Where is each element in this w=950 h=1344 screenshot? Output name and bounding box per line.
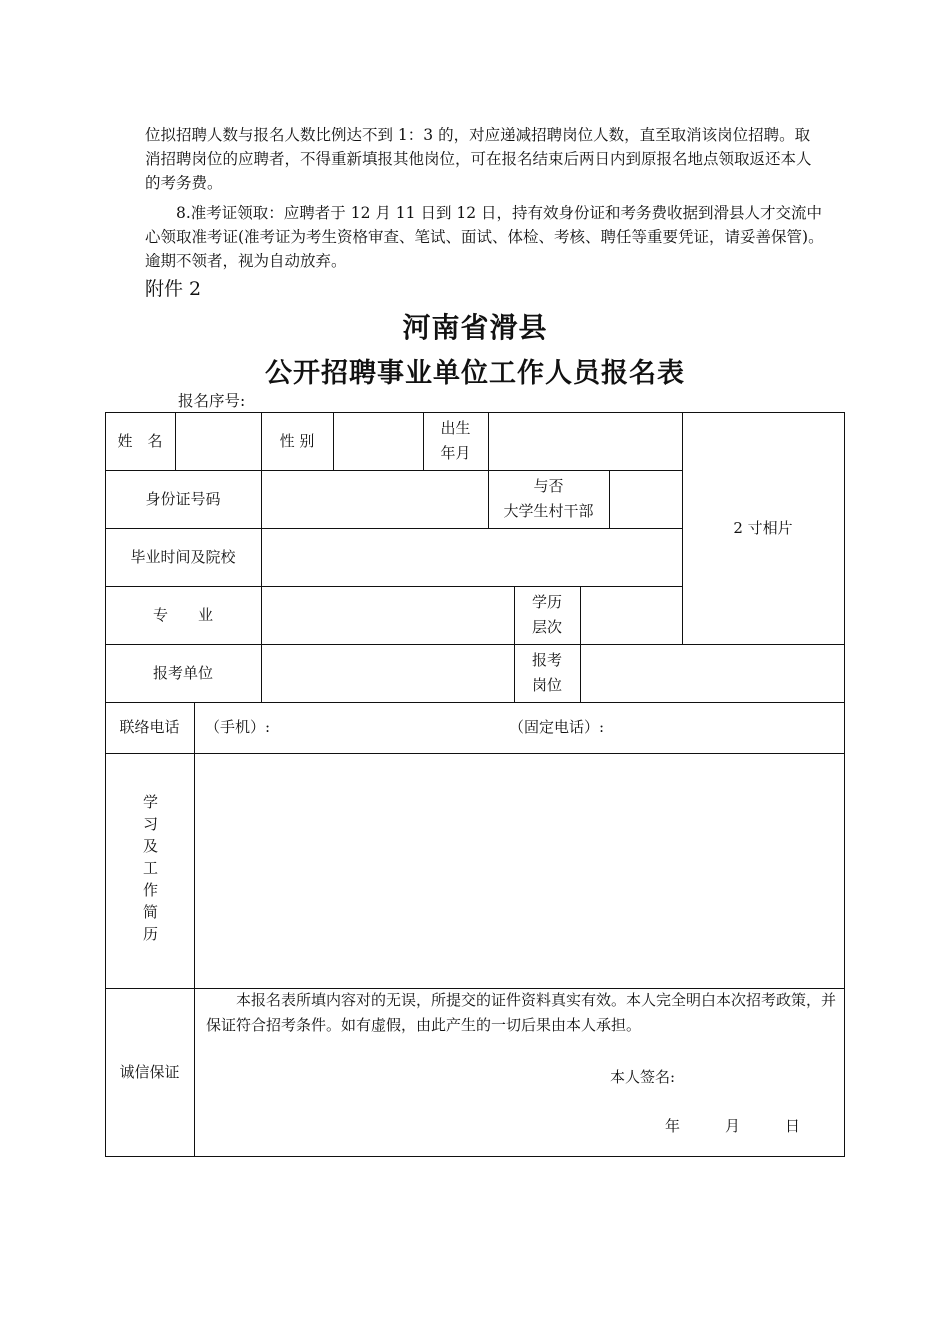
gender-field[interactable] xyxy=(333,412,423,470)
grid-line xyxy=(105,1156,845,1157)
unit-field[interactable] xyxy=(261,644,514,702)
education-label-line-1: 学历 xyxy=(531,593,562,611)
registration-form xyxy=(105,412,845,1157)
serial-number-label: 报名序号: xyxy=(178,392,246,410)
birth-label xyxy=(423,412,488,470)
major-label: 专 业 xyxy=(152,605,213,624)
post-label xyxy=(514,644,580,702)
village-cadre-label-line-2: 大学生村干部 xyxy=(503,502,594,520)
id-number-label: 身份证号码 xyxy=(145,489,221,508)
mobile-field[interactable]: （手机）: xyxy=(205,718,271,736)
name-label: 姓 名 xyxy=(117,431,163,450)
village-cadre-label xyxy=(488,470,609,528)
integrity-pledge-text: 本报名表所填内容对的无误，所提交的证件资料真实有效。本人完全明白本次招考政策，并保证符合招考条件。如有虚假，由此产生的一切后果由本人承担。 xyxy=(206,991,837,1034)
integrity-label: 诚信保证 xyxy=(119,1062,180,1081)
form-title-line-2: 公开招聘事业单位工作人员报名表 xyxy=(265,358,685,389)
signature-label[interactable]: 本人签名: xyxy=(610,1068,676,1086)
post-label-line-2: 岗位 xyxy=(531,676,562,694)
intro-paragraph-2: 8.准考证领取：应聘者于 12 月 11 日到 12 日，持有效身份证和考务费收据到滑县人才交流中心领取准考证(准考证为考生资格审查、笔试、面试、体检、考核、聘任等重要凭证，请妥善保管)。逾期不领者，视为自动放弃。 xyxy=(145,204,824,270)
intro-paragraph-1: 位拟招聘人数与报名人数比例达不到 1：3 的，对应递减招聘岗位人数，直至取消该岗位招聘。取消招聘岗位的应聘者，不得重新填报其他岗位，可在报名结束后两日内到原报名地点领取返还本人的考务费。 xyxy=(145,126,812,192)
resume-label: 学习及工作简历 xyxy=(141,793,159,948)
date-label[interactable]: 年 月 日 xyxy=(665,1117,801,1135)
graduation-label: 毕业时间及院校 xyxy=(130,547,236,566)
annex-label: 附件 2 xyxy=(145,278,202,300)
id-number-field[interactable] xyxy=(261,470,488,528)
phone-label: 联络电话 xyxy=(119,718,180,736)
photo-label: 2 寸相片 xyxy=(733,518,793,537)
education-field[interactable] xyxy=(580,586,682,644)
post-label-line-1: 报考 xyxy=(531,651,562,669)
birth-label-line-2: 年月 xyxy=(440,444,471,462)
grid-line xyxy=(844,412,845,1157)
graduation-field[interactable] xyxy=(261,528,682,586)
resume-field[interactable] xyxy=(194,753,844,988)
gender-label: 性 别 xyxy=(279,431,315,450)
landline-field[interactable]: （固定电话）: xyxy=(509,718,605,736)
birth-label-line-1: 出生 xyxy=(440,419,471,437)
name-field[interactable] xyxy=(175,412,261,470)
form-title-line-1: 河南省滑县 xyxy=(402,311,548,344)
education-label-line-2: 层次 xyxy=(531,618,562,636)
post-field[interactable] xyxy=(580,644,844,702)
photo-box[interactable] xyxy=(682,412,844,644)
birth-field[interactable] xyxy=(488,412,682,470)
resume-label-cell xyxy=(105,753,194,988)
education-label xyxy=(514,586,580,644)
village-cadre-field[interactable] xyxy=(609,470,682,528)
major-field[interactable] xyxy=(261,586,514,644)
village-cadre-label-line-1: 与否 xyxy=(533,477,564,495)
unit-label: 报考单位 xyxy=(152,663,213,682)
